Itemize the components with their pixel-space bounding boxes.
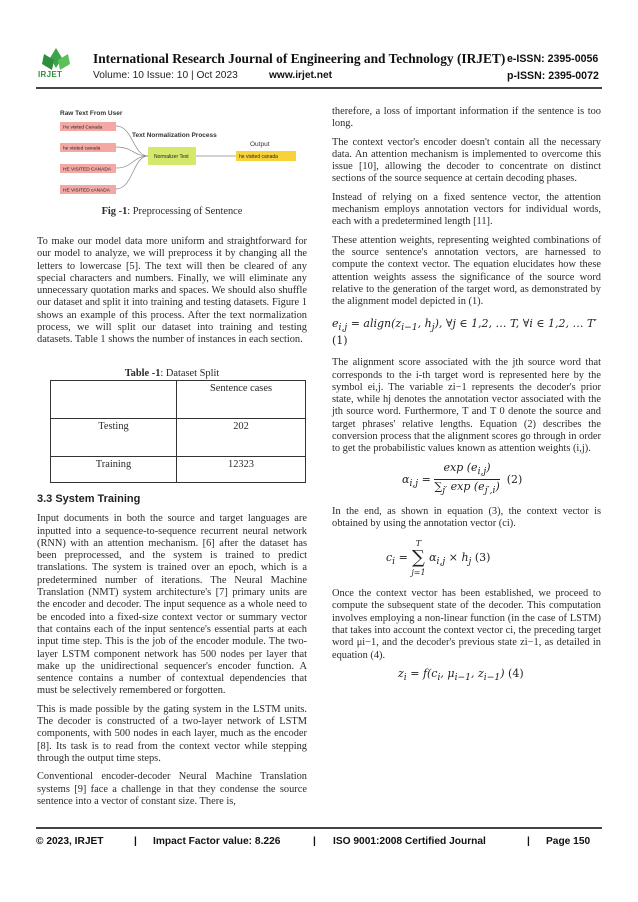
table-caption: Table -1: Dataset Split	[124, 368, 220, 379]
paragraph: The context vector's encoder doesn't contain all the necessary data. An attention mechanism is implemented to overcome this issue [10], allowing the decoder to concentrate on distinct sections of the source sequence at certain decoding phases.	[332, 136, 601, 185]
equation-4: $z_i = f(c_i$, $\mu_{i-1}$, $z_{i-1}$) (4)	[398, 666, 524, 684]
paragraph: These attention weights, representing weighted combinations of the source sentence's annotation vectors, are harnessed to compute the context vector. The equation elucidates how these attention weights assess the significance of the source word relative to the generation of the target word, as demonstrated by the alignment model depicted in (1).	[332, 234, 601, 308]
logo-text: IRJET	[38, 70, 63, 79]
volume-issue: Volume: 10 Issue: 10 | Oct 2023	[93, 70, 238, 81]
svg-text:Output: Output	[250, 141, 270, 148]
svg-text:Text Normalization Process: Text Normalization Process	[132, 132, 217, 139]
figure-input-text: He visited Canada	[63, 125, 103, 131]
table-header-cell: Sentence cases	[177, 381, 306, 419]
paragraph: The alignment score associated with the jth source word that corresponds to the i-th target word is represented here by the symbol ei,j. The variable zi−1 represents the decoder's prior state, while hj denotes the annotation vector associated with the jth source word. Furthermore, T and T 0 denote the source and target phrases' relative lengths. Equation (2) describes the conversion process that the alignment scores go through in order to get the probabilistic values known as attention weights (i,j).	[332, 357, 601, 455]
figure-caption: Fig -1: Preprocessing of Sentence	[101, 206, 243, 217]
journal-title: International Research Journal of Engineering and Technology (IRJET)	[93, 51, 506, 66]
preprocessing-figure	[58, 106, 306, 200]
footer-divider	[36, 827, 602, 829]
paragraph: therefore, a loss of important information if the sentence is too long.	[332, 106, 601, 130]
figure-raw-text-label: Raw Text From User	[60, 110, 123, 117]
table-cell: 202	[177, 419, 306, 457]
equation-3: $c_i$ = T ∑ j=1 $\alpha_{i,j} \times h_j$ (3)	[386, 539, 491, 578]
section-title: 3.3 System Training	[37, 493, 141, 505]
table-cell: Training	[51, 457, 177, 483]
pissn: p-ISSN: 2395-0072	[507, 70, 599, 82]
paragraph: In the end, as shown in equation (3), the context vector is obtained by using the annotation vector (ci).	[332, 505, 601, 529]
paragraph: Input documents in both the source and target languages are inputted into a sequence-to-sequence recurrent neural network (RNN) with an attention mechanism. [6] after the dataset has been preprocessed, and the system is trained to predict translations. The system is trained over an epoch, which is a predetermined number of iterations. The Neural Machine Translation (NMT) system architecture's [7] primary units are the encoder and decoder. The input sequence as a whole need to be encoded into a fixed-size context vector or summary vector that contains each of the input sentence's essential parts at each input time step. This is the job of the encoder module. The two-layer LSTM component network has 500 nodes per layer that make up the unidirectional sequencer's encoder function. A sentence contains a number of contextual dependencies that must be selectively remembered or forgotten.	[37, 513, 307, 697]
svg-text:he visited canada: he visited canada	[239, 154, 278, 160]
right-column	[332, 106, 601, 684]
left-column-top	[37, 236, 307, 353]
paragraph: To make our model data more uniform and straightforward for our model to analyze, we will preprocess it by changing all the letters to lowercase [5]. The text will then be cleared of any special characters and numbers. Finally, we will eliminate any unnecessary quotation marks and spaces. We should also shuffle our dataset and split it into training and testing datasets. Figure 1 shows an example of this process. After the text normalization process, we will split our dataset into training and testing datasets. Table 1 shows the number of instances in each section.	[37, 236, 307, 346]
footer-impact: Impact Factor value: 8.226	[153, 836, 281, 847]
table-row	[51, 419, 306, 457]
paragraph: This is made possible by the gating system in the LSTM units. The decoder is constructed of a two-layer network of LSTM components, with 500 nodes in each layer, much as the encoder [8]. Its task is to read from the context vector while stepping through the output time steps.	[37, 703, 307, 764]
footer-iso: ISO 9001:2008 Certified Journal	[333, 836, 486, 847]
figure-input-text: HE VISITED cANADA	[63, 188, 110, 194]
left-column-bottom	[37, 493, 307, 814]
table-cell: 12323	[177, 457, 306, 483]
irjet-logo-icon	[36, 46, 76, 88]
footer-copyright: © 2023, IRJET	[36, 836, 104, 847]
paragraph: Conventional encoder-decoder Neural Machine Translation systems [9] face a challenge in that they condense the source sentence into a vector of constant size. There is,	[37, 771, 307, 807]
footer-page: Page 150	[546, 836, 591, 847]
figure-inputs	[60, 122, 116, 194]
eissn: e-ISSN: 2395-0056	[507, 53, 599, 65]
table-header-cell	[51, 381, 177, 419]
table-row	[51, 457, 306, 483]
equation-2: $\alpha_{i,j}$ = $\frac{\exp (e_{i,j})}{\sum_{j'} \exp (e_{j',i})}$ (2)	[402, 460, 523, 497]
dataset-split-table	[50, 380, 306, 483]
equation-1: $e_{i,j}$ = $align(z_{i-1}$, $h_j$), ∀j ∈ 1,2, … T, ∀i ∈ 1,2, … T′ (1)	[332, 317, 601, 347]
website-link[interactable]: www.irjet.net	[269, 70, 333, 81]
paragraph: Once the context vector has been established, we proceed to compute the subsequent state of the decoder. This computation involves employing a non-linear function (in the case of LSTM) that takes into account the context vector ci, the preceding target word μi−1, and the decoder's previous state zi−1, as detailed in equation (4).	[332, 588, 601, 661]
svg-text:Normalizer Text: Normalizer Text	[154, 154, 189, 160]
figure-input-text: HE VISITED CANADA	[63, 167, 111, 173]
paragraph: Instead of relying on a fixed sentence vector, the attention mechanism employs annotation vectors for individual words, each with a predetermined length [11].	[332, 191, 601, 228]
figure-input-text: he visited canada	[63, 146, 101, 152]
header-divider	[36, 87, 602, 89]
table-cell: Testing	[51, 419, 177, 457]
